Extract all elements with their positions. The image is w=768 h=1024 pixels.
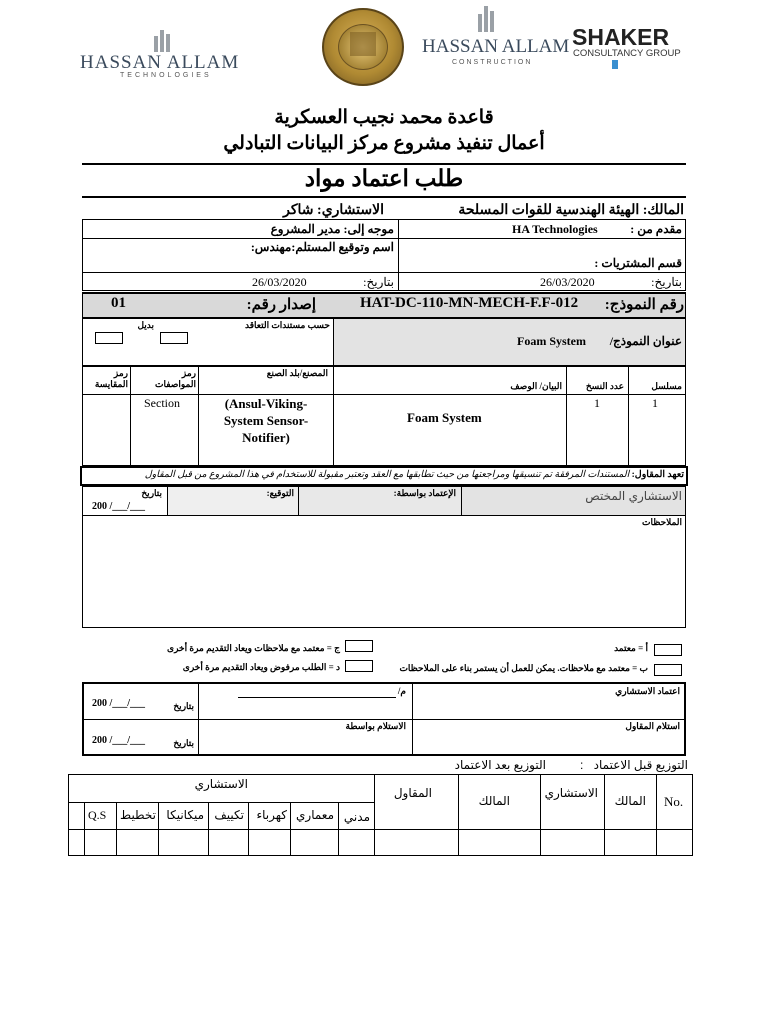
code-d-checkbox[interactable] xyxy=(345,660,373,672)
dist-col-owner2: المالك xyxy=(478,794,510,808)
logo-accent-icon xyxy=(612,60,618,69)
date-label-right: بتاريخ: xyxy=(651,275,682,289)
row-spec: Section xyxy=(144,396,180,410)
dist-col-contractor: المقاول xyxy=(393,786,432,800)
row-description: Foam System xyxy=(407,410,482,425)
form-number-label: رقم النموذج: xyxy=(604,297,684,313)
alternative-label: بديل xyxy=(137,320,154,330)
contractor-receipt-label: استلام المقاول xyxy=(625,721,680,731)
signature-label: التوقيع: xyxy=(266,488,294,498)
logo-name: SHAKER xyxy=(572,24,670,50)
consultant-approval-label: اعتماد الاستشاري xyxy=(615,686,680,696)
contract-docs-label: حسب مستندات التعاقد xyxy=(245,320,330,330)
receipt-date-value[interactable]: 200 /___/___ xyxy=(92,735,146,746)
addressed-to: موجه إلى: مدير المشروع xyxy=(270,222,394,236)
dist-col-plan: تخطيط xyxy=(120,808,156,822)
approval-date-label: بتاريخ xyxy=(173,701,194,711)
notes-label: الملاحظات xyxy=(642,517,682,527)
date-value-left: 26/03/2020 xyxy=(252,275,307,289)
dist-col-consultant-group: الاستشاري xyxy=(194,777,248,791)
dist-col-hvac: تكييف xyxy=(214,808,244,822)
logo-sub: CONSTRUCTION xyxy=(452,59,533,66)
pledge-text: المستندات المرفقة تم تنسيقها ومراجعتها من حيث تطابقها مع العقد وتعتبر مقبولة للاستخدام في هذا المشروع من قبل المقاول xyxy=(144,470,630,480)
pledge-label: تعهد المقاول: xyxy=(631,470,684,480)
dist-col-owner: المالك xyxy=(614,794,646,808)
contract-docs-checkbox[interactable] xyxy=(160,332,188,344)
alternative-checkbox[interactable] xyxy=(95,332,123,344)
review-date-label: بتاريخ xyxy=(141,488,162,498)
army-seal-emblem xyxy=(322,8,404,86)
logo-sub: CONSULTANCY GROUP xyxy=(573,48,681,59)
hassan-allam-technologies-logo xyxy=(78,28,250,80)
received-by-label: الاستلام بواسطة xyxy=(345,721,406,731)
review-date-value[interactable]: 200 /___/___ xyxy=(92,501,146,512)
specialist-consultant: الاستشاري المختص xyxy=(585,489,682,503)
revision-value: 01 xyxy=(111,295,126,311)
logo-sub: TECHNOLOGIES xyxy=(120,72,212,79)
submitted-from-label: مقدم من : xyxy=(630,222,682,236)
row-copies: 1 xyxy=(594,396,600,410)
eng-label: م/ xyxy=(397,686,406,696)
procurement-label: قسم المشتريات : xyxy=(594,256,682,270)
date-value-right: 26/03/2020 xyxy=(540,275,595,289)
code-c-label: ج = معتمد مع ملاحظات ويعاد التقديم مرة أخرى xyxy=(167,643,340,653)
dist-col-arch: معماري xyxy=(296,808,334,822)
submitted-from-value: HA Technologies xyxy=(512,222,598,236)
distribution-colon: : xyxy=(580,758,584,772)
notes-area[interactable] xyxy=(84,530,684,626)
dist-col-consultant: الاستشاري xyxy=(544,786,598,800)
revision-label: إصدار رقم: xyxy=(246,297,316,313)
project-name: أعمال تنفيذ مشروع مركز البيانات التبادلي xyxy=(223,133,545,154)
dist-col-civil: مدني xyxy=(343,810,370,824)
logo-bars-icon xyxy=(478,6,496,32)
approval-date-value[interactable]: 200 /___/___ xyxy=(92,698,146,709)
dist-col-qs: Q.S xyxy=(88,808,107,822)
form-number-value: HAT-DC-110-MN-MECH-F.F-012 xyxy=(360,295,579,311)
dist-col-elec: كهرباء xyxy=(256,808,287,822)
form-title-label: عنوان النموذج/ xyxy=(609,334,682,348)
logo-bars-icon xyxy=(154,30,174,52)
code-a-checkbox[interactable] xyxy=(654,644,682,656)
logo-name: HASSAN ALLAM xyxy=(80,52,240,73)
page-title: طلب اعتماد مواد xyxy=(304,166,464,191)
col-description: البيان/ الوصف xyxy=(510,381,562,391)
code-d-label: د = الطلب مرفوض ويعاد التقديم مرة أخرى xyxy=(182,662,340,672)
dist-col-mech: ميكانيكا xyxy=(166,808,204,822)
col-bq-code: رمز المقايسة xyxy=(94,368,128,389)
contractor-pledge xyxy=(84,469,684,480)
hassan-allam-construction-logo xyxy=(422,6,570,70)
base-name: قاعدة محمد نجيب العسكرية xyxy=(274,107,494,128)
date-label-left: بتاريخ: xyxy=(363,275,394,289)
code-b-label: ب = معتمد مع ملاحظات. يمكن للعمل أن يستمر بناء على الملاحظات xyxy=(399,663,648,673)
row-manufacturer: (Ansul-Viking-System Sensor-Notifier) xyxy=(223,396,309,445)
col-spec-code: رمز المواصفات xyxy=(154,368,196,389)
code-a-label: أ = معتمد xyxy=(614,643,648,653)
owner-label: المالك: الهيئة الهندسية للقوات المسلحة xyxy=(458,203,684,218)
code-b-checkbox[interactable] xyxy=(654,664,682,676)
code-c-checkbox[interactable] xyxy=(345,640,373,652)
form-title-value: Foam System xyxy=(517,334,586,348)
receiver-label: اسم وتوقيع المستلم:مهندس: xyxy=(250,240,394,254)
logo-name: HASSAN ALLAM xyxy=(422,36,570,57)
col-serial: مسلسل xyxy=(651,381,682,391)
col-manufacturer: المصنع/بلد الصنع xyxy=(266,368,328,378)
shaker-consultancy-logo xyxy=(570,24,682,70)
col-copies: عدد النسخ xyxy=(585,381,624,391)
approved-by-label: الإعتماد بواسطة: xyxy=(393,488,456,498)
dist-col-no: No. xyxy=(664,794,684,809)
receipt-date-label: بتاريخ xyxy=(173,738,194,748)
consultant-label: الاستشاري: شاكر xyxy=(283,203,384,218)
distribution-after-label: التوزيع بعد الاعتماد xyxy=(454,758,546,772)
distribution-before-label: التوزيع قبل الاعتماد xyxy=(593,758,688,772)
row-serial: 1 xyxy=(652,396,658,410)
